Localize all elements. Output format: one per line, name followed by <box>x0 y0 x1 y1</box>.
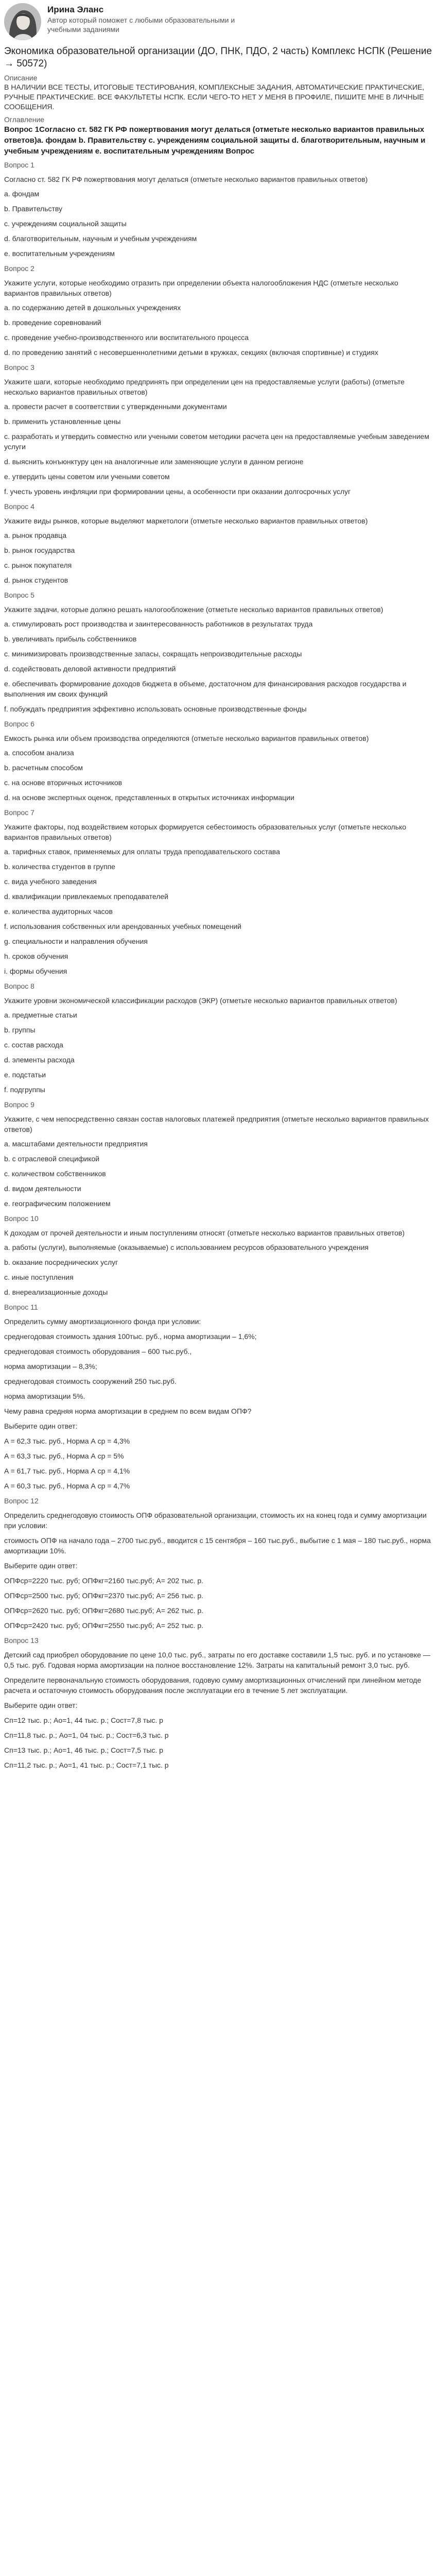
author-description: Автор который поможет с любыми образовательными и учебными заданиями <box>47 16 235 33</box>
question-label: Вопрос 3 <box>4 363 34 371</box>
answer-option: e. воспитательным учреждениям <box>4 249 115 258</box>
question-paragraph: Детский сад приобрел оборудование по цене 10,0 тыс. руб., затраты по его доставке составили 1,5 тыс. руб. и по установке — 0,5 тыс. руб. Годовая норма амортизации на полное восстановление 12%. Затраты на капитальный ремонт 3,0 тыс. руб. <box>4 1651 430 1669</box>
question-text: Укажите шаги, которые необходимо предпринять при определении цен на предоставляемые услуги (работы) (отметьте несколько вариантов правильных ответов) <box>4 378 405 396</box>
answer-option: c. рынок покупателя <box>4 561 72 569</box>
question-text: К доходам от прочей деятельности и иным поступлениям относят (отметьте несколько вариантов правильных ответов) <box>4 1229 405 1237</box>
answer-option: Сп=11,2 тыс. р.; Ао=1, 41 тыс. р.; Сост=7,1 тыс. р <box>4 1761 169 1769</box>
answer-option: A = 63,3 тыс. руб., Норма А ср = 5% <box>4 1452 124 1460</box>
toc-text: Вопрос 1Согласно ст. 582 ГК РФ пожертвования могут делаться (отметьте несколько вариантов правильных ответов)a. фондам b. Правительству c. учреждениям социальной защиты d. благотворительным, научным и учебным учреждениям e. воспитательным учреждениям Вопрос <box>4 125 426 156</box>
question-label: Вопрос 10 <box>4 1214 39 1223</box>
question-paragraph: Выберите один ответ: <box>4 1422 78 1430</box>
question-block <box>4 1635 432 1770</box>
question-text: Емкость рынка или объем производства определяются (отметьте несколько вариантов правильных ответов) <box>4 734 369 742</box>
answer-option: A = 60,3 тыс. руб., Норма А ср = 4,7% <box>4 1482 130 1490</box>
answer-option: b. рынок государства <box>4 546 75 554</box>
answer-option: b. увеличивать прибыль собственников <box>4 635 137 643</box>
question-block <box>4 501 432 585</box>
answer-option: b. с отраслевой спецификой <box>4 1155 100 1163</box>
question-block <box>4 1099 432 1209</box>
question-text: Укажите уровни экономической классификации расходов (ЭКР) (отметьте несколько вариантов правильных ответов) <box>4 996 397 1005</box>
answer-option: f. использования собственных или арендованных учебных помещений <box>4 922 241 930</box>
avatar[interactable] <box>4 3 41 40</box>
answer-option: ОПФср=2420 тыс. руб; ОПФкг=2550 тыс.руб; А= 252 тыс. р. <box>4 1621 203 1630</box>
answer-option: a. стимулировать рост производства и заинтересованность работников в результатах труда <box>4 620 313 628</box>
answer-option: Сп=11,8 тыс. р.; Ао=1, 04 тыс. р.; Сост=6,3 тыс. р <box>4 1731 169 1739</box>
answer-option: a. масштабами деятельности предприятия <box>4 1140 148 1148</box>
answer-option: d. на основе экспертных оценок, представленных в открытых источниках информации <box>4 793 294 802</box>
question-block <box>4 160 432 259</box>
answer-option: d. элементы расхода <box>4 1056 75 1064</box>
question-block <box>4 1302 432 1491</box>
question-text: Укажите задачи, которые должно решать налогообложение (отметьте несколько вариантов правильных ответов) <box>4 605 383 614</box>
answer-option: A = 62,3 тыс. руб., Норма А ср = 4,3% <box>4 1437 130 1445</box>
question-text: Согласно ст. 582 ГК РФ пожертвования могут делаться (отметьте несколько вариантов правильных ответов) <box>4 175 368 183</box>
question-paragraph: Определите первоначальную стоимость оборудования, годовую сумму амортизационных отчислений при линейном методе расчета и остаточную стоимость оборудования после эксплуатации его в течение 5 лет эксплуатации. <box>4 1676 422 1694</box>
question-label: Вопрос 8 <box>4 982 34 990</box>
answer-option: a. способом анализа <box>4 749 74 757</box>
answer-option: d. по проведению занятий с несовершеннолетними детьми в кружках, секциях (включая спортивные) и студиях <box>4 348 378 357</box>
question-block <box>4 981 432 1095</box>
question-block <box>4 807 432 976</box>
answer-option: ОПФср=2620 тыс. руб; ОПФкг=2680 тыс.руб; А= 262 тыс. р. <box>4 1606 203 1615</box>
answer-option: e. обеспечивать формирование доходов бюджета в объеме, достаточном для финансирования расходов государства и выполнения им своих функций <box>4 680 407 698</box>
answer-option: i. формы обучения <box>4 967 67 975</box>
author-name[interactable]: Ирина Эланс <box>47 5 104 14</box>
answer-option: b. расчетным способом <box>4 764 83 772</box>
answer-option: a. рынок продавца <box>4 531 66 539</box>
answer-option: d. внереализационные доходы <box>4 1288 108 1296</box>
description-label: Описание <box>4 74 38 82</box>
question-block <box>4 263 432 358</box>
answer-option: c. на основе вторичных источников <box>4 778 123 787</box>
answer-option: d. рынок студентов <box>4 576 68 584</box>
question-paragraph: стоимость ОПФ на начало года – 2700 тыс.руб., вводится с 15 сентября – 160 тыс.руб., выбытие с 1 мая – 180 тыс.руб., норма амортизации 10%. <box>4 1536 431 1555</box>
answer-option: b. проведение соревнований <box>4 318 101 327</box>
question-paragraph: норма амортизации 5%. <box>4 1392 85 1400</box>
avatar-portrait-icon <box>4 3 41 40</box>
question-paragraph: Чему равна средняя норма амортизации в среднем по всем видам ОПФ? <box>4 1407 252 1415</box>
answer-option: A = 61,7 тыс. руб., Норма А ср = 4,1% <box>4 1467 130 1475</box>
answer-option: c. учреждениям социальной защиты <box>4 219 127 228</box>
question-text: Укажите, с чем непосредственно связан состав налоговых платежей предприятия (отметьте несколько вариантов правильных ответов) <box>4 1115 429 1133</box>
question-text: Укажите услуги, которые необходимо отразить при определении объекта налогообложения НДС (отметьте несколько вариантов правильных ответов) <box>4 279 398 297</box>
toc-label: Оглавление <box>4 115 45 124</box>
answer-option: b. применить установленные цены <box>4 417 121 426</box>
question-block <box>4 1496 432 1631</box>
question-paragraph: среднегодовая стоимость здания 100тыс. руб., норма амортизации – 1,6%; <box>4 1332 257 1341</box>
description-text: В НАЛИЧИИ ВСЕ ТЕСТЫ, ИТОГОВЫЕ ТЕСТИРОВАНИЯ, КОМПЛЕКСНЫЕ ЗАДАНИЯ, АВТОМАТИЧЕСКИЕ ПРАКТИЧЕСКИЕ, РУЧНЫЕ ПРАКТИЧЕСКИЕ. ВСЕ ФАКУЛЬТЕТЫ НСПК. ЕСЛИ ЧЕГО-ТО НЕТ У МЕНЯ В ПРОФИЛЕ, ПИШИТЕ МНЕ В ЛИЧНЫЕ СООБЩЕНИЯ. <box>4 83 425 111</box>
question-paragraph: среднегодовая стоимость оборудования – 600 тыс.руб., <box>4 1347 192 1355</box>
answer-option: c. разработать и утвердить совместно или учеными советом методики расчета цен на предоставляемые учебным заведением услуги <box>4 432 429 451</box>
question-block <box>4 719 432 803</box>
answer-option: d. видом деятельности <box>4 1184 81 1193</box>
answer-option: a. работы (услуги), выполняемые (оказываемые) с использованием ресурсов образовательного учреждения <box>4 1243 369 1251</box>
answer-option: ОПФср=2220 тыс. руб; ОПФкг=2160 тыс.руб; А= 202 тыс. р. <box>4 1577 203 1585</box>
answer-option: a. предметные статьи <box>4 1011 77 1019</box>
question-label: Вопрос 7 <box>4 808 34 817</box>
answer-option: b. Правительству <box>4 205 63 213</box>
question-block <box>4 590 432 714</box>
description-section <box>4 73 432 112</box>
question-paragraph: Выберите один ответ: <box>4 1701 78 1709</box>
answer-option: a. тарифных ставок, применяемых для оплаты труда преподавательского состава <box>4 848 280 856</box>
answer-option: Сп=12 тыс. р.; Ао=1, 44 тыс. р.; Сост=7,8 тыс. р <box>4 1716 163 1724</box>
answer-option: e. утвердить цены советом или учеными советом <box>4 472 170 481</box>
question-label: Вопрос 11 <box>4 1303 38 1311</box>
question-block <box>4 362 432 497</box>
question-label: Вопрос 9 <box>4 1100 34 1109</box>
answer-option: d. квалификации привлекаемых преподавателей <box>4 892 168 901</box>
question-label: Вопрос 5 <box>4 591 34 599</box>
answer-option: e. географическим положением <box>4 1199 111 1208</box>
answer-option: c. вида учебного заведения <box>4 877 97 886</box>
question-paragraph: норма амортизации – 8,3%; <box>4 1362 97 1370</box>
answer-option: b. оказание посреднических услуг <box>4 1258 118 1266</box>
answer-option: d. благотворительным, научным и учебным учреждениям <box>4 234 197 243</box>
question-block <box>4 1213 432 1297</box>
answer-option: e. количества аудиторных часов <box>4 907 113 916</box>
answer-option: f. подгруппы <box>4 1086 45 1094</box>
question-paragraph: Выберите один ответ: <box>4 1562 78 1570</box>
question-label: Вопрос 2 <box>4 264 34 273</box>
answer-option: f. учесть уровень инфляции при формировании цены, а особенности при оказании долгосрочных услуг <box>4 487 351 496</box>
question-paragraph: Определить сумму амортизационного фонда при условии: <box>4 1317 201 1326</box>
answer-option: e. подстатьи <box>4 1071 46 1079</box>
page-title: Экономика образовательной организации (ДО, ПНК, ПДО, 2 часть) Комплекс НСПК (Решение → 50572) <box>4 46 432 69</box>
question-label: Вопрос 1 <box>4 161 34 169</box>
question-label: Вопрос 12 <box>4 1497 39 1505</box>
question-label: Вопрос 13 <box>4 1636 39 1645</box>
answer-option: g. специальности и направления обучения <box>4 937 148 945</box>
answer-option: a. фондам <box>4 190 40 198</box>
author-info <box>47 3 243 34</box>
answer-option: h. сроков обучения <box>4 952 68 960</box>
question-paragraph: среднегодовая стоимость сооружений 250 тыс.руб. <box>4 1377 177 1385</box>
toc-section <box>4 115 432 157</box>
answer-option: b. группы <box>4 1026 36 1034</box>
answer-option: c. состав расхода <box>4 1041 63 1049</box>
answer-option: b. количества студентов в группе <box>4 862 115 871</box>
answer-option: d. содействовать деловой активности предприятий <box>4 665 176 673</box>
answer-option: c. количеством собственников <box>4 1170 106 1178</box>
answer-option: a. по содержанию детей в дошкольных учреждениях <box>4 303 181 312</box>
answer-option: ОПФср=2500 тыс. руб; ОПФкг=2370 тыс.руб; А= 256 тыс. р. <box>4 1591 203 1600</box>
answer-option: c. проведение учебно-производственного или воспитательного процесса <box>4 333 249 342</box>
answer-option: c. минимизировать производственные запасы, сокращать непроизводительные расходы <box>4 650 302 658</box>
question-text: Укажите факторы, под воздействием которых формируется себестоимость образовательных услуг (отметьте несколько вариантов правильных ответов) <box>4 823 407 841</box>
answer-option: f. побуждать предприятия эффективно использовать основные производственные фонды <box>4 705 307 713</box>
question-paragraph: Определить среднегодовую стоимость ОПФ образовательной организации, стоимость их на конец года и сумму амортизации при условии: <box>4 1511 427 1530</box>
question-label: Вопрос 6 <box>4 720 34 728</box>
answer-option: c. иные поступления <box>4 1273 74 1281</box>
questions-list <box>4 160 432 1770</box>
question-label: Вопрос 4 <box>4 502 34 511</box>
author-block <box>4 0 432 44</box>
answer-option: d. выяснить конъюнктуру цен на аналогичные или заменяющие услуги в данном регионе <box>4 457 304 466</box>
answer-option: Сп=13 тыс. р.; Ао=1, 46 тыс. р.; Сост=7,5 тыс. р <box>4 1746 163 1754</box>
question-text: Укажите виды рынков, которые выделяют маркетологи (отметьте несколько вариантов правильных ответов) <box>4 517 368 525</box>
answer-option: a. провести расчет в соответствии с утвержденными документами <box>4 402 227 411</box>
